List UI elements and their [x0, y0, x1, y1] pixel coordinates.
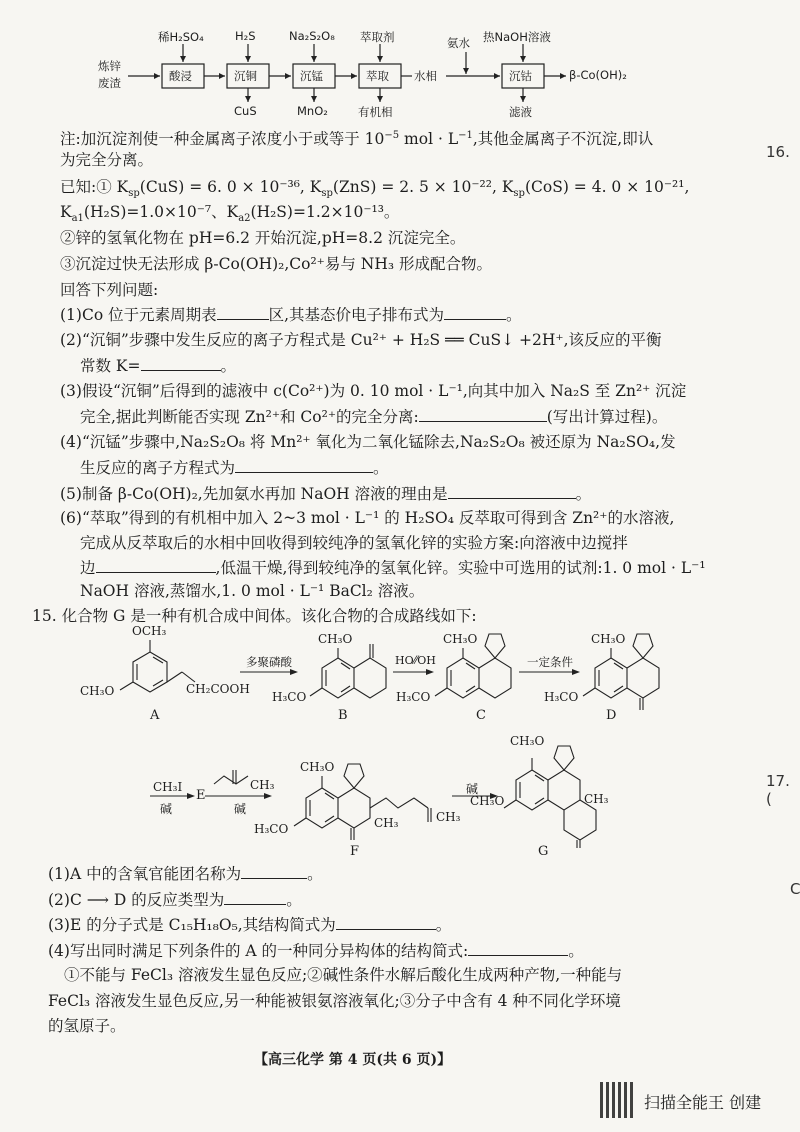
reagent-base-1: 碱 [160, 802, 173, 816]
side-question-16: 16. [766, 143, 790, 161]
known-2: ②锌的氢氧化物在 pH=6.2 开始沉淀,pH=8.2 沉淀完全。 [60, 229, 466, 247]
label-g: G [538, 844, 549, 859]
output-mno2: MnO₂ [297, 104, 328, 118]
part-6b: 完成从反萃取后的水相中回收得到较纯净的氢氧化锌的实验方案:向溶液中边搅拌 [80, 534, 628, 552]
note-exponent: −5 [384, 130, 400, 141]
reagent-na2s2o8: Na₂S₂O₈ [289, 29, 335, 43]
answer-blank-15-1[interactable] [241, 862, 307, 879]
known1b-c: (H₂S)=1.2×10⁻¹³。 [250, 203, 400, 221]
known1-sub2: sp [321, 188, 333, 200]
raw-material-label: 炼锌 [98, 59, 121, 73]
q15-part-3 [48, 913, 451, 936]
part3-text-b: 完全,据此判断能否实现 Zn²⁺和 Co²⁺的完全分离: [80, 408, 419, 426]
raw-material-label-2: 废渣 [98, 76, 121, 90]
d-h3co: H₃CO [544, 690, 579, 704]
part6-text-c1: 边 [80, 559, 96, 577]
label-e: E [196, 788, 206, 803]
a-chain: CH₂COOH [186, 682, 250, 696]
part3-text-c: (写出计算过程)。 [546, 408, 668, 426]
note-text-b: mol · L [399, 130, 459, 149]
known1b-a: K [60, 203, 72, 221]
note-text-a: 注:加沉淀剂使一种金属离子浓度小于或等于 10 [60, 130, 385, 149]
known-3: ③沉淀过快无法形成 β-Co(OH)₂,Co²⁺易与 NH₃ 形成配合物。 [60, 255, 493, 273]
b-ch3o: CH₃O [318, 632, 353, 646]
label-c: C [476, 708, 486, 723]
g-ch3o: CH₃O [510, 734, 545, 748]
part-4: (4)“沉锰”步骤中,Na₂S₂O₈ 将 Mn²⁺ 氧化为二氧化锰除去,Na₂S₂O₈ 被还原为 Na₂SO₄,发 [60, 433, 676, 451]
known1-c: (ZnS) = 2. 5 × 10⁻²², K [332, 178, 514, 196]
q15-part2-end: 。 [286, 891, 302, 909]
qr-code-icon [600, 1082, 636, 1118]
known1b-sub: a1 [71, 213, 84, 225]
step-leach: 酸浸 [169, 69, 192, 83]
answer-blank-4[interactable] [235, 456, 373, 473]
part-2b [80, 354, 236, 377]
b-h3co: H₃CO [272, 690, 307, 704]
d-ch3o: CH₃O [591, 632, 626, 646]
part4-text-c: 。 [373, 459, 389, 477]
side-mark-c: C [790, 880, 800, 898]
a-och3: OCH₃ [132, 624, 167, 638]
c-ch3o: CH₃O [443, 632, 478, 646]
output-filtrate: 滤液 [509, 105, 532, 119]
known1b-b: (H₂S)=1.0×10⁻⁷、K [83, 203, 239, 221]
part-5 [60, 482, 591, 505]
answer-blank-15-4[interactable] [468, 939, 568, 956]
q15-part-4 [48, 939, 584, 962]
reagent-naoh: 热NaOH溶液 [483, 30, 551, 44]
label-a: A [150, 708, 160, 723]
compound-a-ring [133, 652, 167, 692]
scanner-watermark: 扫描全能王 创建 [644, 1093, 762, 1112]
answer-prompt: 回答下列问题: [60, 281, 159, 299]
part-2: (2)“沉铜”步骤中发生反应的离子方程式是 Cu²⁺ + H₂S ══ CuS↓ +2H⁺,该反应的平衡 [60, 331, 662, 349]
reagent-h2s: H₂S [235, 29, 256, 43]
answer-blank-5[interactable] [448, 482, 576, 499]
note-line-2: 为完全分离。 [60, 151, 154, 169]
reagent-base-2: 碱 [234, 802, 247, 816]
a-h3co: CH₃O [80, 684, 115, 698]
g-ch3: CH₃ [584, 792, 609, 806]
reagent-ch3i: CH₃I [153, 780, 183, 794]
output-cus: CuS [234, 104, 257, 118]
q15-part-2 [48, 888, 302, 911]
f-h3co: H₃CO [254, 822, 289, 836]
part6-text-c2: ,低温干燥,得到较纯净的氢氧化锌。实验中可选用的试剂:1. 0 mol · L⁻¹ [215, 559, 706, 577]
answer-blank-1b[interactable] [444, 303, 506, 320]
synthesis-row-2-svg [0, 730, 800, 860]
known1-b: (CuS) = 6. 0 × 10⁻³⁶, K [139, 178, 322, 196]
reagent-a-to-b: 多聚磷酸 [246, 655, 292, 669]
step-co: 沉钴 [509, 69, 532, 83]
synthesis-row-1 [0, 620, 800, 730]
synthesis-row-2 [0, 730, 800, 860]
step-mn: 沉锰 [300, 69, 323, 83]
reagent-c-to-d: 一定条件 [527, 655, 573, 669]
known-1b [60, 201, 399, 230]
note-line [60, 125, 653, 150]
q15-part4-text: (4)写出同时满足下列条件的 A 的一种同分异构体的结构简式: [48, 942, 469, 960]
answer-blank-3[interactable] [419, 405, 547, 422]
note-text-c: ,其他金属离子不沉淀,即认 [472, 130, 654, 149]
q15-intro: 15. 化合物 G 是一种有机合成中间体。该化合物的合成路线如下: [32, 607, 477, 625]
q15-condition-3: 的氢原子。 [48, 1017, 126, 1035]
q15-part-1 [48, 862, 323, 885]
part5-text-a: (5)制备 β-Co(OH)₂,先加氨水再加 NaOH 溶液的理由是 [60, 485, 448, 503]
known1-sub: sp [128, 188, 140, 200]
product-label: β-Co(OH)₂ [569, 68, 627, 82]
part-3: (3)假设“沉铜”后得到的滤液中 c(Co²⁺)为 0. 10 mol · L⁻¹,向其中加入 Na₂S 至 Zn²⁺ 沉淀 [60, 382, 687, 400]
answer-blank-6[interactable] [96, 556, 216, 573]
reagent-extractant: 萃取剂 [360, 30, 395, 44]
part1-text-b: 区,其基态价电子排布式为 [268, 306, 445, 324]
output-organic: 有机相 [358, 105, 393, 119]
known1-d: (CoS) = 4. 0 × 10⁻²¹, [524, 178, 690, 196]
q15-part4-end: 。 [568, 942, 584, 960]
c-h3co: H₃CO [396, 690, 431, 704]
part2-text-b: 常数 K= [80, 357, 141, 375]
synthesis-row-1-svg [0, 620, 800, 730]
f-ch3: CH₃ [374, 816, 399, 830]
f-ch3o: CH₃O [300, 760, 335, 774]
part5-text-c: 。 [575, 485, 592, 503]
reagent-acid: 稀H₂SO₄ [158, 30, 204, 44]
part4-text-b: 生反应的离子方程式为 [80, 459, 236, 477]
part1-text-a: (1)Co 位于元素周期表 [60, 306, 217, 324]
part-6: (6)“萃取”得到的有机相中加入 2~3 mol · L⁻¹ 的 H₂SO₄ 反萃取可得到含 Zn²⁺的水溶液, [60, 509, 675, 527]
answer-blank-2[interactable] [141, 354, 221, 371]
known1-sub3: sp [513, 188, 525, 200]
reagent-ch3-vinyl: CH₃ [250, 778, 275, 792]
part-4b [80, 456, 389, 479]
part-6d: NaOH 溶液,蒸馏水,1. 0 mol · L⁻¹ BaCl₂ 溶液。 [80, 582, 425, 600]
q15-condition-1: ①不能与 FeCl₃ 溶液发生显色反应;②碱性条件水解后酸化生成两种产物,一种能与 [64, 966, 623, 984]
reagent-base-3: 碱 [466, 782, 479, 796]
note-unit-exponent: −1 [458, 130, 473, 141]
label-f: F [350, 844, 360, 859]
page-footer: 【高三化学 第 4 页(共 6 页)】 [254, 1052, 452, 1068]
g-ch3o-lower: CH₃O [470, 794, 505, 808]
reagent-ammonia: 氨水 [447, 36, 470, 50]
part-1 [60, 303, 522, 326]
reagent-b-to-c: HO⁄⁄OH [395, 654, 436, 667]
known1-a: 已知:① K [60, 178, 129, 196]
q15-part3-end: 。 [435, 916, 452, 934]
side-question-17: 17. ( [766, 772, 790, 808]
known1b-sub2: a2 [238, 213, 251, 225]
step-extract: 萃取 [366, 69, 389, 83]
f-ch3-ketone: CH₃ [436, 810, 461, 824]
q15-condition-2: FeCl₃ 溶液发生显色反应,另一种能被银氨溶液氧化;③分子中含有 4 种不同化学环境 [48, 992, 621, 1010]
part-3b [80, 405, 667, 428]
part2-text-c: 。 [220, 357, 237, 375]
label-b: B [338, 708, 348, 723]
answer-blank-1a[interactable] [217, 303, 269, 320]
q15-part1-text: (1)A 中的含氧官能团名称为 [48, 865, 242, 883]
process-flowchart [0, 0, 800, 130]
answer-blank-15-2[interactable] [224, 888, 286, 905]
part-6c [80, 556, 706, 579]
water-phase-label: 水相 [414, 69, 437, 83]
q15-part3-text: (3)E 的分子式是 C₁₅H₁₈O₅,其结构简式为 [48, 916, 336, 934]
answer-blank-15-3[interactable] [336, 913, 436, 930]
q15-part1-end: 。 [307, 865, 323, 883]
part1-text-c: 。 [506, 306, 522, 324]
step-cu: 沉铜 [234, 69, 257, 83]
label-d: D [606, 708, 617, 723]
q15-part2-text: (2)C ⟶ D 的反应类型为 [48, 891, 225, 909]
